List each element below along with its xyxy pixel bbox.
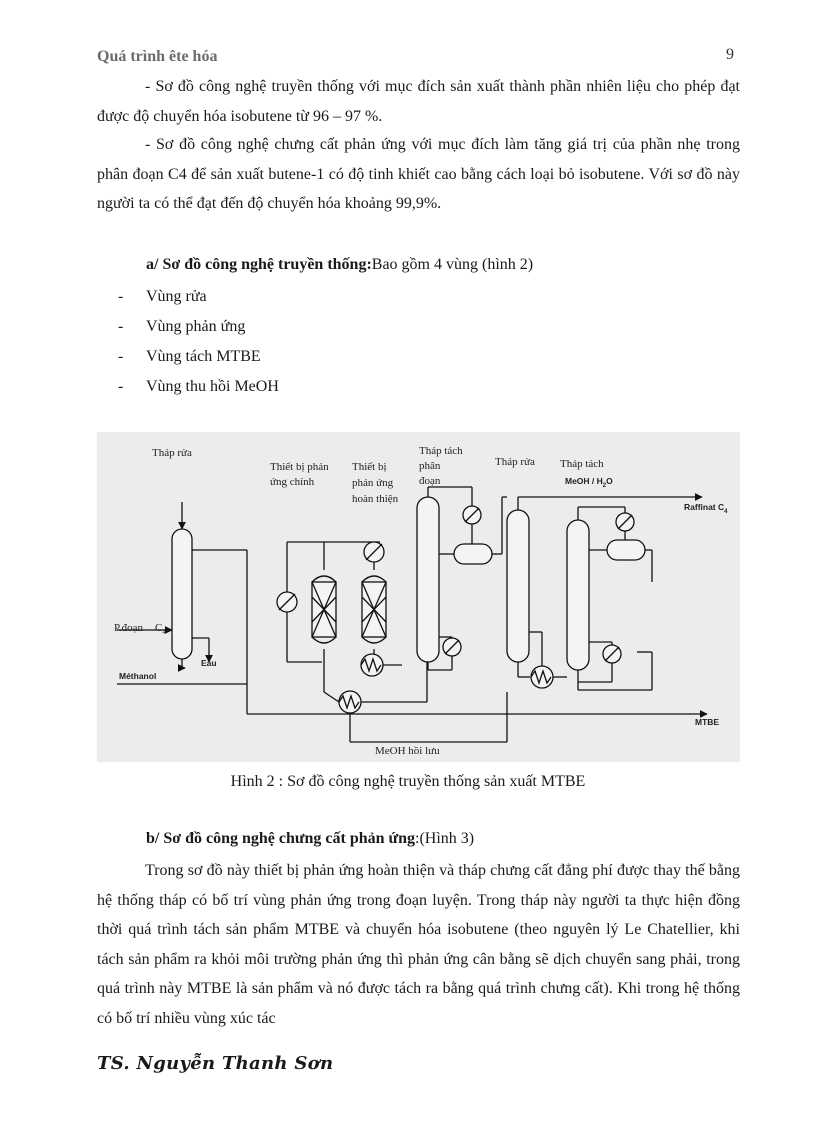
label-tb-chinh-1: Thiết bị phản bbox=[270, 461, 329, 473]
label-thap-rua-2: Tháp rửa bbox=[495, 456, 535, 468]
section-a-heading-rest: Bao gồm 4 vùng (hình 2) bbox=[371, 256, 534, 273]
footer-author: TS. Nguyễn Thanh Sơn bbox=[97, 1053, 334, 1074]
list-item-label: Vùng rửa bbox=[146, 288, 207, 305]
label-meoh-hoi-luu: MeOH hồi lưu bbox=[375, 745, 440, 757]
label-tb-hoan-2: phản ứng bbox=[352, 477, 394, 489]
section-a-heading-bold: a/ Sơ đồ công nghệ truyền thống: bbox=[146, 256, 372, 273]
label-thap-tach-2: phân bbox=[419, 460, 441, 472]
heat-exchanger-1 bbox=[361, 654, 383, 676]
list-item: - Vùng thu hồi MeOH bbox=[118, 378, 279, 395]
label-raffinat: Raffinat $C_4$ bbox=[684, 502, 728, 515]
label-thap-tach-1: Tháp tách bbox=[419, 445, 463, 457]
label-mtbe: MTBE bbox=[695, 717, 720, 727]
figure-caption: Hình 2 : Sơ đồ công nghệ truyền thống sản xuất MTBE bbox=[230, 773, 586, 790]
zone-list bbox=[118, 282, 279, 402]
section-b-heading-rest: :(Hình 3) bbox=[415, 830, 475, 847]
label-thap-tach-4: Tháp tách bbox=[560, 458, 604, 470]
label-eau: Eau bbox=[201, 658, 217, 668]
section-b-heading-bold: b/ Sơ đồ công nghệ chưng cất phản ứng bbox=[146, 830, 416, 847]
list-item: - Vùng tách MTBE bbox=[118, 348, 261, 365]
label-pdoan: P.đoạn $C_4$ bbox=[114, 622, 166, 636]
process-flow-diagram bbox=[97, 432, 740, 762]
label-tb-chinh-2: ứng chính bbox=[270, 476, 315, 488]
list-item: - Vùng rửa bbox=[118, 288, 207, 305]
meoh-water-tower bbox=[567, 520, 589, 670]
page-number: 9 bbox=[726, 46, 734, 63]
page-header-title: Quá trình ête hóa bbox=[97, 48, 218, 65]
process-flow-svg bbox=[97, 432, 740, 762]
section-a-heading bbox=[146, 256, 533, 274]
intro-paragraph-1: - Sơ đồ công nghệ truyền thống với mục đích sản xuất thành phần nhiên liệu cho phép đạt được độ chuyển hóa isobutene từ 96 – 97 %. bbox=[97, 78, 740, 125]
label-thap-rua-1: Tháp rửa bbox=[152, 447, 192, 459]
list-item-label: Vùng tách MTBE bbox=[146, 348, 261, 365]
label-thap-tach-3: đoạn bbox=[419, 475, 441, 487]
washing-tower-2 bbox=[507, 510, 529, 662]
section-b-paragraph: Trong sơ đồ này thiết bị phản ứng hoàn thiện và tháp chưng cất đẳng phí được thay thế bằng hệ thống tháp có bố trí vùng phản ứng trong đoạn luyện. Trong tháp này người ta thực hiện đồng thời quá trình tách sản phẩm MTBE và chuyển hóa isobutene (theo nguyên lý Le Chatellier, khi tách sản phẩm ra khỏi môi trường phản ứng thì phản ứng cân bằng sẽ dịch chuyển sang phải, trong quá trình này MTBE là sản phẩm và nó được tách ra bằng quá trình chưng cất). Khi trong hệ thống có bố trí nhiều vùng xúc tác bbox=[97, 862, 740, 1027]
reflux-drum-1 bbox=[454, 544, 492, 564]
label-meoh-h2o: MeOH / $H_2O$ bbox=[565, 476, 613, 489]
label-methanol: Méthanol bbox=[119, 671, 157, 681]
list-item-label: Vùng phản ứng bbox=[146, 318, 246, 335]
washing-tower bbox=[172, 529, 192, 659]
list-item: - Vùng phản ứng bbox=[118, 318, 246, 335]
list-item-label: Vùng thu hồi MeOH bbox=[146, 378, 279, 395]
fractionation-tower bbox=[417, 497, 439, 662]
label-tb-hoan-1: Thiết bị bbox=[352, 461, 387, 473]
heat-exchanger-3 bbox=[531, 666, 553, 688]
section-b-heading bbox=[146, 830, 474, 848]
label-tb-hoan-3: hoàn thiện bbox=[352, 493, 399, 505]
reflux-drum-2 bbox=[607, 540, 645, 560]
intro-paragraph-2: - Sơ đồ công nghệ chưng cất phản ứng với mục đích làm tăng giá trị của phần nhẹ trong phân đoạn C4 để sản xuất butene-1 có độ tinh khiết cao bằng cách loại bỏ isobutene. Với sơ đồ này người ta có thể đạt đến độ chuyển hóa khoảng 99,9%. bbox=[97, 136, 740, 212]
heat-exchanger-2 bbox=[339, 691, 361, 713]
